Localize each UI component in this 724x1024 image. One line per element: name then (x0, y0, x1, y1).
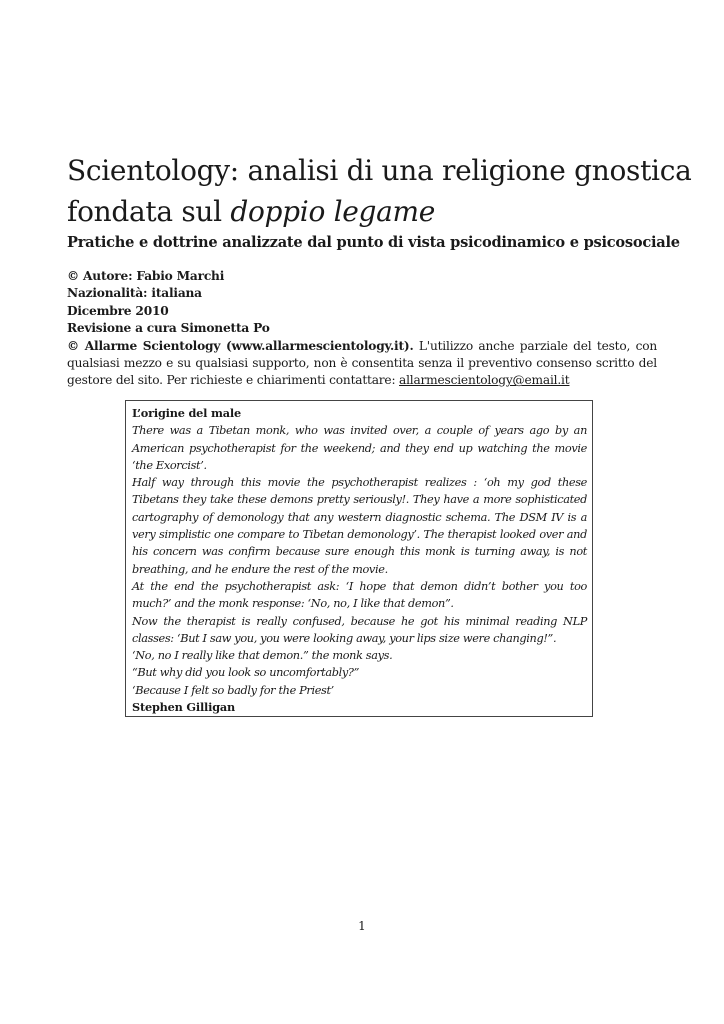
date-line: Dicembre 2010 (67, 303, 169, 318)
quote-box-title: L’origine del male (132, 406, 241, 420)
quote-paragraph: “But why did you look so uncomfortably?” (132, 666, 360, 680)
copyright-notice (67, 338, 657, 390)
document-page (67, 150, 692, 390)
quote-paragraph: Now the therapist is really confused, because he got his minimal reading NLP classes: ‘But I saw you, you were looking away, your lips size were changing!”. (132, 614, 587, 645)
title-line-2-prefix: fondata sul (67, 195, 231, 228)
quote-attribution: Stephen Gilligan (132, 700, 236, 715)
document-subtitle: Pratiche e dottrine analizzate dal punto di vista psicodinamico e psicosociale (67, 234, 680, 251)
quote-paragraph: Half way through this movie the psychotherapist realizes : ‘oh my god these Tibetans they take these demons pretty seriously!. They have a more sophisticated cartography of demonology that any western diagnostic schema. The DSM IV is a very simplistic one compare to Tibetan demonology’. The therapist looked over and his concern was confirm because sure enough this monk is turning away, is not breathing, and he endure the rest of the movie. (132, 476, 587, 576)
nationality-line: Nazionalità: italiana (67, 286, 202, 301)
quote-paragraph: There was a Tibetan monk, who was invited over, a couple of years ago by an American psychotherapist for the weekend; and they end up watching the movie ‘the Exorcist’. (132, 424, 587, 472)
revision-line: Revisione a cura Simonetta Po (67, 321, 270, 336)
copyright-text: L'utilizzo anche parziale del testo, con qualsiasi mezzo e su qualsiasi supporto, non è consentita senza il preventivo consenso scritto del gestore del sito. Per richieste e chiarimenti contattare: (67, 338, 657, 388)
contact-email-link[interactable]: allarmescientology@email.it (399, 373, 570, 388)
document-meta (67, 268, 657, 390)
quote-paragraph: ‘No, no I really like that demon.” the monk says. (132, 649, 393, 663)
quote-paragraph: At the end the psychotherapist ask: ‘I hope that demon didn’t bother you too much?’ and the monk response: ‘No, no, I like that demon”. (132, 579, 587, 611)
title-line-2-italic: doppio legame (230, 195, 436, 228)
page-number: 1 (358, 919, 366, 933)
quote-paragraph: ‘Because I felt so badly for the Priest’ (132, 683, 334, 697)
quote-box (125, 400, 593, 717)
title-line-1: Scientology: analisi di una religione gnostica (67, 154, 692, 187)
document-title (67, 150, 692, 232)
author-line: © Autore: Fabio Marchi (67, 269, 225, 283)
copyright-holder: © Allarme Scientology (www.allarmescientology.it). (67, 338, 414, 353)
